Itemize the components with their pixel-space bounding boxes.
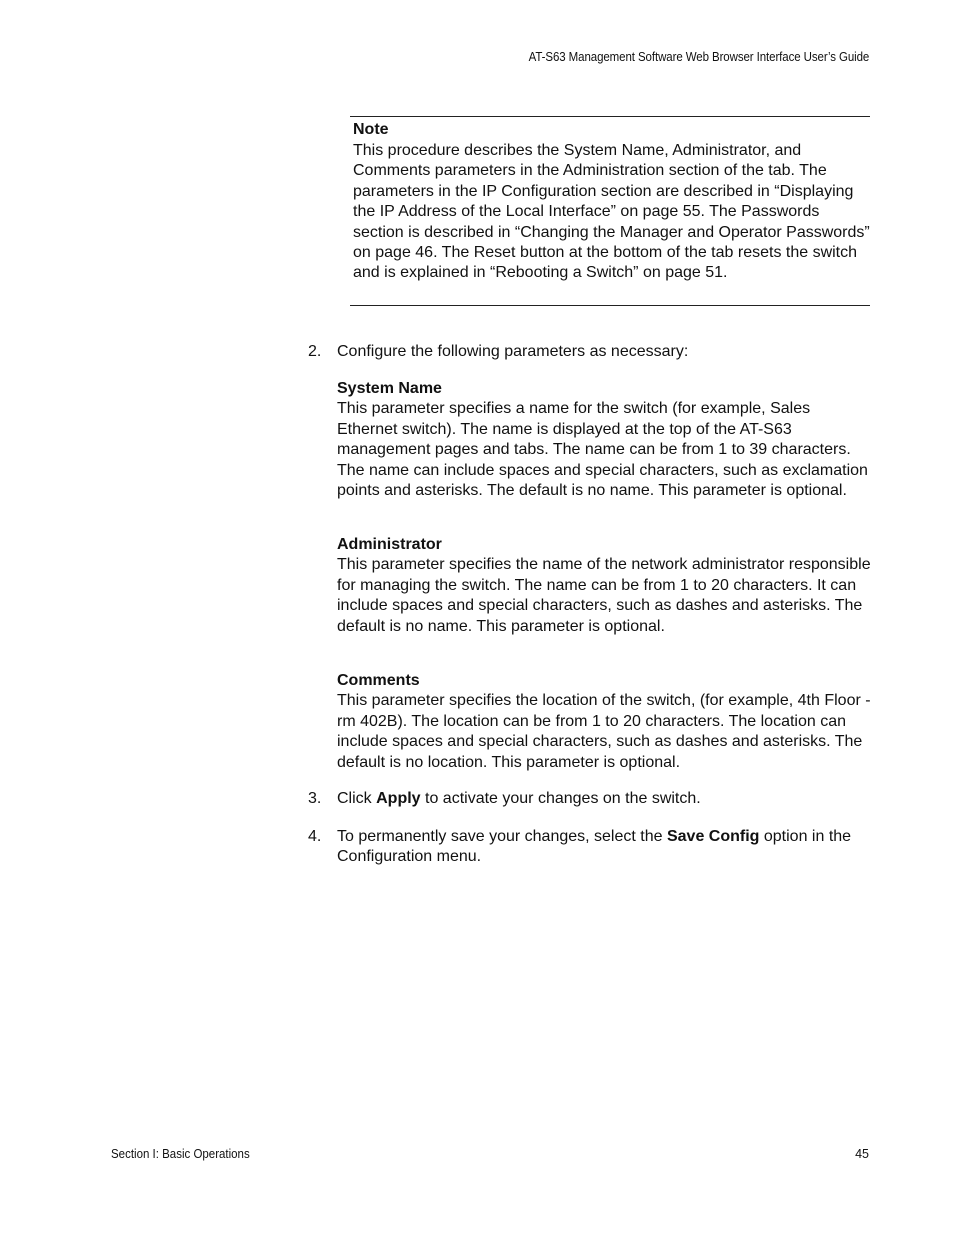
step-text: Configure the following parameters as necessary: (337, 343, 689, 360)
page-number: 45 (855, 1147, 869, 1161)
parameter-comments (337, 671, 872, 773)
parameter-description: This parameter specifies the location of the switch, (for example, 4th Floor - rm 402B). The location can be from 1 to 20 characters. The location can include spaces and special characters, such as dashes and asterisks. The default is no location. This parameter is optional. (337, 692, 871, 771)
step-text-part: Click (337, 790, 377, 807)
step-text-part: to activate your changes on the switch. (420, 790, 701, 807)
parameter-administrator (337, 535, 872, 637)
parameter-description: This parameter specifies the name of the network administrator responsible for managing the switch. The name can be from 1 to 20 characters. It can include spaces and special characters, such as dashes and asterisks. The default is no name. This parameter is optional. (337, 556, 871, 635)
parameter-heading: System Name (337, 380, 442, 397)
apply-term: Apply (376, 790, 421, 807)
note-text: This procedure describes the System Name, Administrator, and Comments parameters in the Administration section of the tab. The parameters in the IP Configuration section are described in “Displaying the IP Address of the Local Interface” on page 55. The Passwords section is described in “Changing the Manager and Operator Passwords” on page 46. The Reset button at the bottom of the tab resets the switch and is explained in “Rebooting a Switch” on page 51. (353, 142, 870, 282)
step-number: 3. (308, 790, 322, 807)
save-config-term: Save Config (666, 828, 760, 845)
step-text (337, 827, 872, 868)
footer-section: Section I: Basic Operations (111, 1147, 250, 1161)
step-text-part: To permanently save your changes, select the (337, 828, 667, 845)
step-number: 4. (308, 828, 322, 845)
step-number: 2. (308, 343, 322, 360)
note-box (350, 116, 870, 306)
page-header-title: AT-S63 Management Software Web Browser Interface User’s Guide (528, 50, 869, 64)
parameter-system-name (337, 379, 872, 501)
note-heading: Note (353, 121, 389, 138)
parameter-description: This parameter specifies a name for the switch (for example, Sales Ethernet switch). The name is displayed at the top of the AT-S63 management pages and tabs. The name can be from 1 to 39 characters. The name can include spaces and special characters, such as exclamation points and asterisks. The default is no name. This parameter is optional. (337, 400, 868, 500)
step-text-part: option in the Configuration menu. (337, 828, 852, 866)
parameter-heading: Comments (337, 672, 420, 689)
parameter-heading: Administrator (337, 536, 442, 553)
step-text (337, 789, 872, 809)
